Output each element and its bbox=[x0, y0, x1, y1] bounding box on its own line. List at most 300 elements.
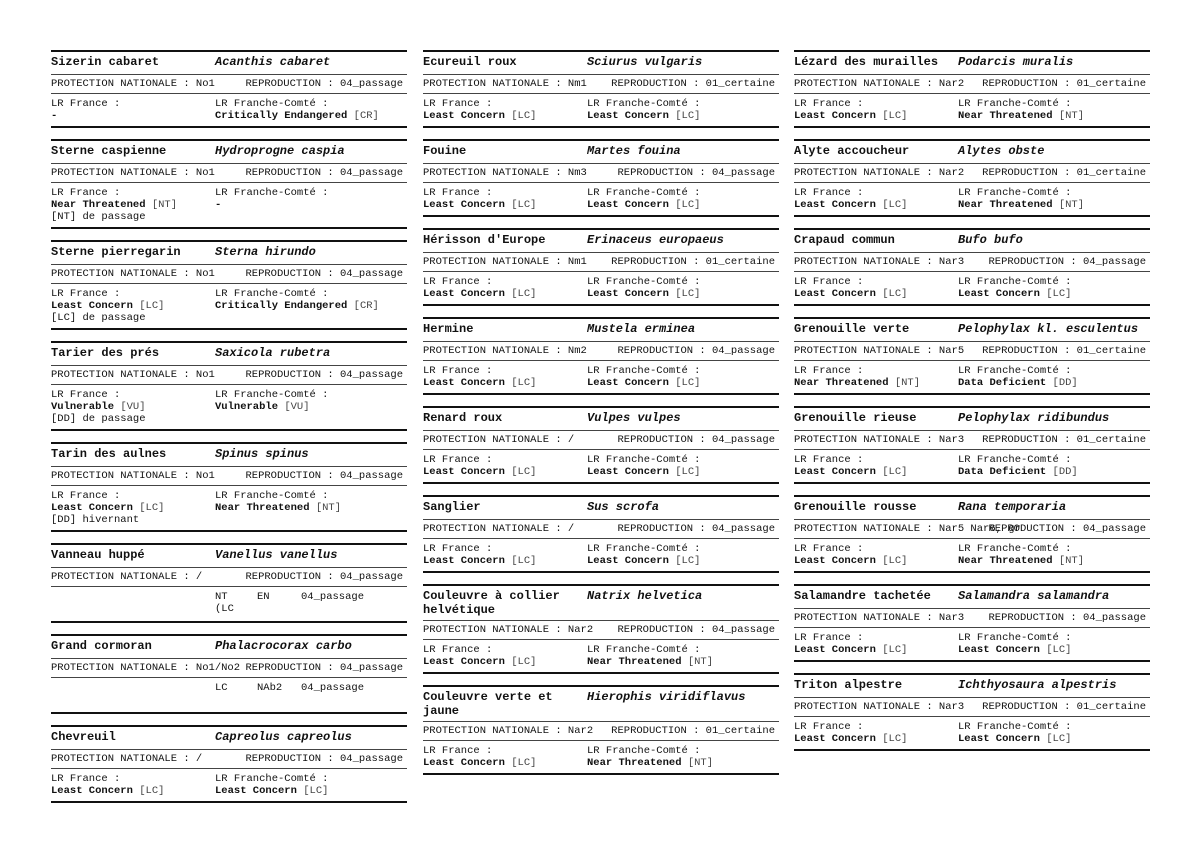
protection-status: PROTECTION NATIONALE : Nar2 bbox=[423, 725, 594, 737]
lr-fc-label: LR Franche-Comté : bbox=[215, 389, 329, 401]
lr-france-category: Least Concern bbox=[423, 377, 505, 389]
lr-france bbox=[51, 389, 215, 425]
species-header bbox=[423, 497, 779, 519]
reproduction-status: REPRODUCTION : 04_passage bbox=[245, 662, 403, 674]
lr-france-status bbox=[51, 110, 215, 122]
species-column-3 bbox=[794, 50, 1150, 762]
lr-france-category: Least Concern bbox=[794, 644, 876, 656]
protection-status: PROTECTION NATIONALE : Nm1 bbox=[423, 78, 587, 90]
species-card bbox=[51, 725, 407, 803]
lr-france-label: LR France : bbox=[423, 644, 493, 656]
latin-name: Alytes obste bbox=[958, 144, 1045, 158]
lr-fc-category: Critically Endangered bbox=[215, 300, 348, 312]
red-list-row bbox=[794, 628, 1150, 660]
species-header bbox=[794, 675, 1150, 697]
lr-franche-comte bbox=[215, 490, 407, 514]
lr-fc-code: [LC] bbox=[675, 377, 701, 389]
protection-row bbox=[794, 341, 1150, 361]
lr-france-code: [VU] bbox=[120, 401, 146, 413]
species-header bbox=[423, 319, 779, 341]
protection-row bbox=[794, 697, 1150, 717]
protection-status: PROTECTION NATIONALE : No1 bbox=[51, 78, 215, 90]
lr-fc-status bbox=[587, 110, 779, 122]
lr-france-code: [LC] bbox=[882, 288, 908, 300]
red-list-row bbox=[794, 183, 1150, 215]
lr-france bbox=[794, 454, 958, 478]
lr-france-category: Least Concern bbox=[51, 300, 133, 312]
lr-france-code: [LC] bbox=[882, 199, 908, 211]
lr-france-code: [LC] bbox=[139, 502, 165, 514]
protection-row bbox=[51, 658, 407, 678]
status-code: EN bbox=[257, 591, 270, 603]
lr-fc-code: [NT] bbox=[1058, 110, 1085, 122]
red-list-row bbox=[423, 741, 779, 773]
lr-fc-label: LR Franche-Comté : bbox=[587, 276, 701, 288]
lr-france-status bbox=[794, 555, 958, 567]
latin-name: Vanellus vanellus bbox=[215, 548, 338, 562]
protection-row bbox=[51, 74, 407, 94]
lr-fc-label: LR Franche-Comté : bbox=[587, 543, 701, 555]
lr-fc-category: Least Concern bbox=[958, 733, 1040, 745]
lr-franche-comte bbox=[958, 632, 1150, 656]
species-card bbox=[794, 495, 1150, 573]
reproduction-status: REPRODUCTION : 01_certaine bbox=[982, 78, 1146, 90]
lr-franche-comte bbox=[958, 365, 1150, 389]
lr-fc-category: Near Threatened bbox=[215, 502, 310, 514]
red-list-row bbox=[51, 385, 407, 429]
lr-france-code: [LC] bbox=[139, 785, 165, 797]
protection-status: PROTECTION NATIONALE : / bbox=[423, 434, 575, 446]
lr-fc-label: LR Franche-Comté : bbox=[958, 365, 1072, 377]
lr-france-code: [LC] bbox=[511, 377, 537, 389]
species-card bbox=[51, 442, 407, 532]
lr-france-code: [NT] bbox=[894, 377, 921, 389]
lr-france-label: LR France : bbox=[51, 773, 121, 785]
lr-fc-label: LR Franche-Comté : bbox=[958, 454, 1072, 466]
latin-name: Spinus spinus bbox=[215, 447, 309, 461]
reproduction-status: REPRODUCTION : 01_certaine bbox=[982, 701, 1146, 713]
common-name: Fouine bbox=[423, 144, 467, 158]
lr-fc-category: Near Threatened bbox=[958, 199, 1053, 211]
protection-row bbox=[51, 264, 407, 284]
lr-fc-code: [LC] bbox=[1046, 733, 1072, 745]
lr-france-note: [NT] de passage bbox=[51, 211, 146, 223]
lr-fc-status bbox=[215, 110, 407, 122]
protection-status: PROTECTION NATIONALE : No1 bbox=[51, 268, 215, 280]
latin-name: Sus scrofa bbox=[587, 500, 660, 514]
lr-france-category: Least Concern bbox=[51, 785, 133, 797]
lr-franche-comte bbox=[958, 187, 1150, 211]
lr-fc-code: [LC] bbox=[1046, 644, 1072, 656]
species-card bbox=[423, 317, 779, 395]
reproduction-status: REPRODUCTION : 01_certaine bbox=[611, 256, 775, 268]
lr-franche-comte bbox=[958, 454, 1150, 478]
red-list-row bbox=[423, 183, 779, 215]
lr-france-status bbox=[794, 733, 958, 745]
lr-france bbox=[423, 276, 587, 300]
latin-name: Hierophis viridiflavus bbox=[587, 690, 746, 704]
lr-france bbox=[423, 98, 587, 122]
lr-france-status bbox=[423, 757, 587, 769]
lr-france-status bbox=[794, 644, 958, 656]
species-card bbox=[794, 317, 1150, 395]
species-header bbox=[423, 687, 779, 721]
protection-row bbox=[794, 74, 1150, 94]
species-header bbox=[794, 497, 1150, 519]
lr-france-status bbox=[423, 555, 587, 567]
species-header bbox=[51, 141, 407, 163]
lr-fc-code: [LC] bbox=[675, 466, 701, 478]
common-name: Ecureuil roux bbox=[423, 55, 517, 69]
species-card bbox=[423, 406, 779, 484]
latin-name: Salamandra salamandra bbox=[958, 589, 1110, 603]
status-code: NT bbox=[215, 591, 228, 603]
lr-fc-label: LR Franche-Comté : bbox=[958, 543, 1072, 555]
lr-franche-comte bbox=[958, 721, 1150, 745]
protection-status: PROTECTION NATIONALE : Nar3 bbox=[794, 434, 965, 446]
lr-france-status bbox=[51, 401, 215, 413]
common-name: Sanglier bbox=[423, 500, 481, 514]
protection-status: PROTECTION NATIONALE : No1 bbox=[51, 167, 215, 179]
lr-fc-status bbox=[215, 502, 407, 514]
protection-row bbox=[794, 608, 1150, 628]
latin-name: Rana temporaria bbox=[958, 500, 1067, 514]
protection-status: PROTECTION NATIONALE : No1/No2 bbox=[51, 662, 241, 674]
lr-france bbox=[794, 543, 958, 567]
lr-france-label: LR France : bbox=[423, 276, 493, 288]
lr-france bbox=[423, 745, 587, 769]
lr-france-label: LR France : bbox=[51, 389, 121, 401]
reproduction-status: REPRODUCTION : 04_passage bbox=[245, 369, 403, 381]
lr-fc-status bbox=[958, 288, 1150, 300]
lr-france-label: LR France : bbox=[51, 98, 121, 110]
lr-france bbox=[51, 187, 215, 223]
lr-fc-label: LR Franche-Comté : bbox=[958, 276, 1072, 288]
species-card bbox=[423, 139, 779, 217]
protection-status: PROTECTION NATIONALE : / bbox=[51, 571, 203, 583]
reproduction-status: REPRODUCTION : 01_certaine bbox=[982, 434, 1146, 446]
lr-fc-status bbox=[215, 199, 407, 211]
red-list-row bbox=[423, 94, 779, 126]
lr-france bbox=[423, 365, 587, 389]
protection-status: PROTECTION NATIONALE : Nar2 bbox=[794, 78, 965, 90]
lr-france-status bbox=[794, 110, 958, 122]
lr-fc-label: LR Franche-Comté : bbox=[958, 98, 1072, 110]
species-header bbox=[423, 586, 779, 620]
lr-france-code: [NT] bbox=[151, 199, 178, 211]
common-name: Couleuvre verte et jaune bbox=[423, 690, 553, 718]
latin-name: Hydroprogne caspia bbox=[215, 144, 345, 158]
lr-franche-comte bbox=[587, 365, 779, 389]
latin-name: Bufo bufo bbox=[958, 233, 1023, 247]
latin-name: Capreolus capreolus bbox=[215, 730, 352, 744]
red-list-row bbox=[794, 450, 1150, 482]
lr-france-status bbox=[51, 199, 215, 211]
common-name: Sizerin cabaret bbox=[51, 55, 160, 69]
protection-row bbox=[51, 466, 407, 486]
lr-fc-code: [NT] bbox=[687, 656, 714, 668]
lr-franche-comte bbox=[215, 773, 407, 797]
species-card bbox=[51, 543, 407, 623]
lr-france-status bbox=[794, 199, 958, 211]
protection-row bbox=[423, 74, 779, 94]
species-header bbox=[51, 444, 407, 466]
lr-france bbox=[794, 721, 958, 745]
lr-france-code: [LC] bbox=[511, 757, 537, 769]
lr-france-status bbox=[423, 656, 587, 668]
lr-fc-code: [LC] bbox=[675, 288, 701, 300]
lr-fc-code: [LC] bbox=[303, 785, 329, 797]
lr-france-label: LR France : bbox=[794, 721, 864, 733]
reproduction-status: REPRODUCTION : 01_certaine bbox=[982, 345, 1146, 357]
lr-france-status bbox=[51, 785, 215, 797]
lr-fc-category: Least Concern bbox=[958, 288, 1040, 300]
status-code: 04_passage bbox=[301, 591, 365, 603]
common-name: Renard roux bbox=[423, 411, 503, 425]
status-code: 04_passage bbox=[301, 682, 365, 694]
lr-fc-code: [NT] bbox=[315, 502, 342, 514]
lr-france bbox=[423, 187, 587, 211]
latin-name: Mustela erminea bbox=[587, 322, 696, 336]
lr-france-category: Least Concern bbox=[423, 757, 505, 769]
red-list-row bbox=[423, 539, 779, 571]
lr-fc-status bbox=[958, 466, 1150, 478]
lr-fc-category: Least Concern bbox=[215, 785, 297, 797]
common-name: Vanneau huppé bbox=[51, 548, 145, 562]
lr-france-code: [LC] bbox=[882, 733, 908, 745]
species-card bbox=[794, 406, 1150, 484]
common-name: Chevreuil bbox=[51, 730, 116, 744]
protection-status: PROTECTION NATIONALE : No1 bbox=[51, 369, 215, 381]
lr-fc-category: Near Threatened bbox=[958, 555, 1053, 567]
lr-fc-status bbox=[215, 401, 407, 413]
lr-fc-status bbox=[587, 757, 779, 769]
lr-france bbox=[51, 98, 215, 122]
lr-france-note: [DD] hivernant bbox=[51, 514, 140, 526]
lr-fc-category: Least Concern bbox=[958, 644, 1040, 656]
protection-status: PROTECTION NATIONALE : Nar2 bbox=[423, 624, 594, 636]
species-header bbox=[51, 242, 407, 264]
species-card bbox=[51, 139, 407, 229]
lr-franche-comte bbox=[958, 543, 1150, 567]
status-code: (LC bbox=[215, 603, 234, 615]
red-list-row bbox=[423, 361, 779, 393]
lr-fc-code: [DD] bbox=[1052, 377, 1078, 389]
lr-fc-status bbox=[215, 300, 407, 312]
lr-fc-status bbox=[587, 466, 779, 478]
protection-status: PROTECTION NATIONALE : Nar2 bbox=[794, 167, 965, 179]
lr-france-category: Least Concern bbox=[423, 555, 505, 567]
latin-name: Phalacrocorax carbo bbox=[215, 639, 352, 653]
lr-fc-label: LR Franche-Comté : bbox=[958, 632, 1072, 644]
lr-france-label: LR France : bbox=[794, 454, 864, 466]
protection-status: PROTECTION NATIONALE : No1 bbox=[51, 470, 215, 482]
latin-name: Ichthyosaura alpestris bbox=[958, 678, 1117, 692]
lr-franche-comte bbox=[958, 276, 1150, 300]
lr-france-code: [LC] bbox=[882, 466, 908, 478]
lr-fc-code: [DD] bbox=[1052, 466, 1078, 478]
status-codes-row bbox=[51, 678, 407, 712]
latin-name: Sciurus vulgaris bbox=[587, 55, 703, 69]
lr-fc-category: Near Threatened bbox=[587, 656, 682, 668]
lr-franche-comte bbox=[587, 454, 779, 478]
protection-row bbox=[423, 721, 779, 741]
reproduction-status: REPRODUCTION : 01_certaine bbox=[982, 167, 1146, 179]
protection-row bbox=[51, 163, 407, 183]
lr-fc-label: LR Franche-Comté : bbox=[587, 98, 701, 110]
lr-france-category: Least Concern bbox=[423, 288, 505, 300]
species-card bbox=[423, 685, 779, 775]
common-name: Crapaud commun bbox=[794, 233, 895, 247]
lr-france-code: [LC] bbox=[882, 555, 908, 567]
status-code: NAb2 bbox=[257, 682, 283, 694]
lr-fc-status bbox=[958, 199, 1150, 211]
lr-france-category: Least Concern bbox=[794, 199, 876, 211]
reproduction-status: REPRODUCTION : 04_passage bbox=[988, 256, 1146, 268]
lr-fc-label: LR Franche-Comté : bbox=[587, 454, 701, 466]
lr-fc-status bbox=[958, 110, 1150, 122]
lr-fc-status bbox=[958, 555, 1150, 567]
lr-france-label: LR France : bbox=[794, 187, 864, 199]
lr-france bbox=[51, 490, 215, 526]
lr-france bbox=[423, 644, 587, 668]
species-card bbox=[51, 50, 407, 128]
species-card bbox=[423, 50, 779, 128]
lr-france-label: LR France : bbox=[794, 365, 864, 377]
lr-france-status bbox=[423, 288, 587, 300]
lr-france-category: Least Concern bbox=[794, 466, 876, 478]
common-name: Grand cormoran bbox=[51, 639, 152, 653]
protection-row bbox=[794, 519, 1150, 539]
lr-france-label: LR France : bbox=[423, 98, 493, 110]
red-list-row bbox=[794, 717, 1150, 749]
lr-franche-comte bbox=[587, 745, 779, 769]
reproduction-status: REPRODUCTION : 04_passage bbox=[245, 571, 403, 583]
common-name: Alyte accoucheur bbox=[794, 144, 910, 158]
lr-france bbox=[794, 365, 958, 389]
lr-fc-label: LR Franche-Comté : bbox=[587, 187, 701, 199]
species-card bbox=[51, 240, 407, 330]
species-header bbox=[794, 408, 1150, 430]
lr-fc-status bbox=[587, 288, 779, 300]
lr-france-code: [LC] bbox=[511, 288, 537, 300]
protection-row bbox=[51, 567, 407, 587]
lr-france bbox=[51, 773, 215, 797]
lr-fc-code: [LC] bbox=[675, 110, 701, 122]
lr-fc-code: [CR] bbox=[353, 110, 379, 122]
latin-name: Pelophylax ridibundus bbox=[958, 411, 1110, 425]
lr-france-label: LR France : bbox=[423, 454, 493, 466]
lr-france-category: Least Concern bbox=[423, 110, 505, 122]
lr-fc-category: Critically Endangered bbox=[215, 110, 348, 122]
lr-franche-comte bbox=[215, 98, 407, 122]
protection-row bbox=[794, 163, 1150, 183]
species-header bbox=[794, 319, 1150, 341]
latin-name: Acanthis cabaret bbox=[215, 55, 331, 69]
latin-name: Pelophylax kl. esculentus bbox=[958, 322, 1139, 336]
protection-row bbox=[51, 365, 407, 385]
lr-fc-label: LR Franche-Comté : bbox=[215, 773, 329, 785]
species-card bbox=[423, 584, 779, 674]
lr-france-label: LR France : bbox=[794, 543, 864, 555]
reproduction-status: REPRODUCTION : 01_certaine bbox=[611, 725, 775, 737]
lr-france-code: [LC] bbox=[882, 644, 908, 656]
lr-france-label: LR France : bbox=[423, 365, 493, 377]
lr-fc-category: Least Concern bbox=[587, 288, 669, 300]
lr-france-status bbox=[794, 377, 958, 389]
lr-fc-category: Near Threatened bbox=[958, 110, 1053, 122]
lr-france-category: Least Concern bbox=[794, 555, 876, 567]
lr-fc-category: Data Deficient bbox=[958, 377, 1047, 389]
red-list-row bbox=[51, 94, 407, 126]
common-name: Salamandre tachetée bbox=[794, 589, 931, 603]
lr-france bbox=[794, 98, 958, 122]
protection-status: PROTECTION NATIONALE : Nm3 bbox=[423, 167, 587, 179]
lr-fc-label: LR Franche-Comté : bbox=[215, 98, 329, 110]
species-header bbox=[794, 230, 1150, 252]
red-list-row bbox=[423, 272, 779, 304]
lr-fc-label: LR Franche-Comté : bbox=[587, 644, 701, 656]
common-name: Triton alpestre bbox=[794, 678, 903, 692]
lr-fc-label: LR Franche-Comté : bbox=[215, 187, 329, 199]
lr-fc-category: Least Concern bbox=[587, 466, 669, 478]
lr-france-code: [LC] bbox=[882, 110, 908, 122]
lr-franche-comte bbox=[215, 187, 407, 211]
lr-fc-status bbox=[587, 555, 779, 567]
species-column-1 bbox=[51, 50, 407, 814]
lr-fc-code: [VU] bbox=[284, 401, 310, 413]
reproduction-status: REPRODUCTION : 04_passage bbox=[617, 523, 775, 535]
lr-france-label: LR France : bbox=[423, 543, 493, 555]
lr-france-label: LR France : bbox=[794, 98, 864, 110]
lr-france-label: LR France : bbox=[51, 490, 121, 502]
lr-franche-comte bbox=[215, 288, 407, 312]
lr-france-label: LR France : bbox=[423, 187, 493, 199]
species-header bbox=[423, 141, 779, 163]
reproduction-status: REPRODUCTION : 04_passage bbox=[245, 753, 403, 765]
lr-france-status bbox=[423, 110, 587, 122]
protection-row bbox=[794, 430, 1150, 450]
lr-france bbox=[51, 288, 215, 324]
reproduction-status: REPRODUCTION : 04_passage bbox=[617, 434, 775, 446]
lr-france-category: Least Concern bbox=[423, 466, 505, 478]
reproduction-status: REPRODUCTION : 04_passage bbox=[988, 612, 1146, 624]
species-header bbox=[51, 636, 407, 658]
lr-fc-status bbox=[587, 377, 779, 389]
species-card bbox=[794, 50, 1150, 128]
lr-fc-code: [NT] bbox=[1058, 555, 1085, 567]
species-header bbox=[51, 343, 407, 365]
common-name: Grenouille verte bbox=[794, 322, 910, 336]
protection-row bbox=[423, 341, 779, 361]
common-name: Hérisson d'Europe bbox=[423, 233, 546, 247]
lr-fc-status bbox=[958, 377, 1150, 389]
species-card bbox=[794, 139, 1150, 217]
lr-france-status bbox=[51, 502, 215, 514]
lr-france-status bbox=[794, 466, 958, 478]
lr-fc-category: Vulnerable bbox=[215, 401, 279, 413]
reproduction-status: REPRODUCTION : 04_passage bbox=[617, 345, 775, 357]
red-list-row bbox=[51, 769, 407, 801]
latin-name: Vulpes vulpes bbox=[587, 411, 681, 425]
lr-france-category: Near Threatened bbox=[51, 199, 146, 211]
lr-france-status bbox=[423, 199, 587, 211]
species-card bbox=[51, 341, 407, 431]
protection-row bbox=[423, 163, 779, 183]
lr-fc-category: Least Concern bbox=[587, 199, 669, 211]
common-name: Sterne pierregarin bbox=[51, 245, 181, 259]
lr-france-category: - bbox=[51, 110, 58, 122]
